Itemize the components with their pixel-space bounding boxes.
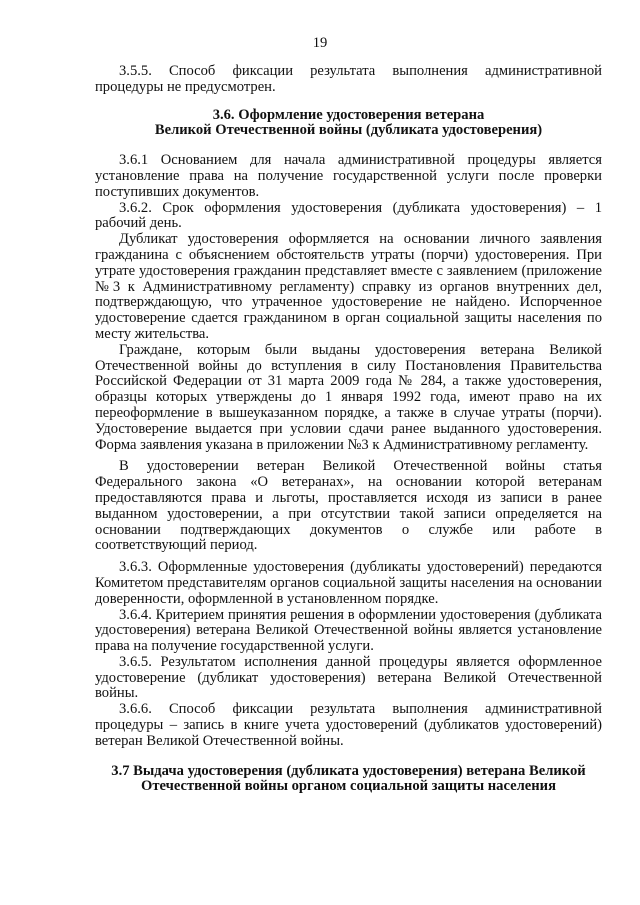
paragraph-3-5-5: 3.5.5. Способ фиксации результата выполнения административной процедуры не предусмотрен. [95,63,602,95]
page-number: 19 [312,35,328,51]
section-heading-3-6 [95,108,602,140]
paragraph-3-6-2: 3.6.2. Срок оформления удостоверения (дубликата удостоверения) – 1 рабочий день. [95,199,602,232]
paragraph-record: В удостоверении ветеран Великой Отечественной войны статья Федерального закона «О ветеранах», на основании которой ветеранам предоставляются права и льготы, проставляется исходя из записи в ранее выданном удостоверении, а при отсутствии такой записи определяется на основании подтверждающих документов о службе или работе в соответствующий период. [95,458,602,554]
document-body [95,64,602,795]
paragraph-citizens: Граждане, которым были выданы удостоверения ветерана Великой Отечественной войны до вступления в силу Постановления Правительства Российской Федерации от 31 марта 2009 года № 284, а также удостоверения, образцы которых утверждены до 1 января 1992 года, имеют право на их переоформление в вышеуказанном порядке, а также в случае утраты (порчи). Удостоверение выдается при условии сдачи ранее выданного удостоверения. Форма заявления указана в приложении №3 к Административному регламенту. [95,341,602,453]
heading-3-6-line2: Великой Отечественной войны (дубликата удостоверения) [154,122,543,139]
paragraph-duplicate: Дубликат удостоверения оформляется на основании личного заявления гражданина с объяснением обстоятельств утраты (порчи) удостоверения. При утрате удостоверения гражданин представляет вместе с заявлением (приложение №3 к Административному регламенту) справку из органов внутренних дел, подтверждающую, что утраченное удостоверение не найдено. Испорченное удостоверение сдается гражданином в орган социальной защиты населения по месту жительства. [95,231,602,342]
heading-3-7-line1: 3.7 Выдача удостоверения (дубликата удостоверения) ветерана Великой [111,762,586,779]
heading-3-6-line1: 3.6. Оформление удостоверения ветерана [212,106,485,123]
paragraph-3-6-1: 3.6.1 Основанием для начала административной процедуры является установление права на получение государственной услуги после проверки поступивших документов. [95,152,602,200]
paragraph-3-6-3: 3.6.3. Оформленные удостоверения (дубликаты удостоверений) передаются Комитетом представителям органов социальной защиты населения на основании доверенности, оформленной в установленном порядке. [95,559,602,607]
heading-3-7-line2: Отечественной войны органом социальной защиты населения [141,778,556,795]
paragraph-3-6-4: 3.6.4. Критерием принятия решения в оформлении удостоверения (дубликата удостоверения) ветерана Великой Отечественной войны является установление права на получение государственной услуги. [95,606,602,655]
paragraph-3-6-5: 3.6.5. Результатом исполнения данной процедуры является оформленное удостоверение (дубликат удостоверения) ветерана Великой Отечественной войны. [95,653,602,702]
paragraph-3-6-6: 3.6.6. Способ фиксации результата выполнения административной процедуры – запись в книге учета удостоверений (дубликатов удостоверений) ветеран Великой Отечественной войны. [95,701,602,749]
section-heading-3-7 [95,764,602,796]
